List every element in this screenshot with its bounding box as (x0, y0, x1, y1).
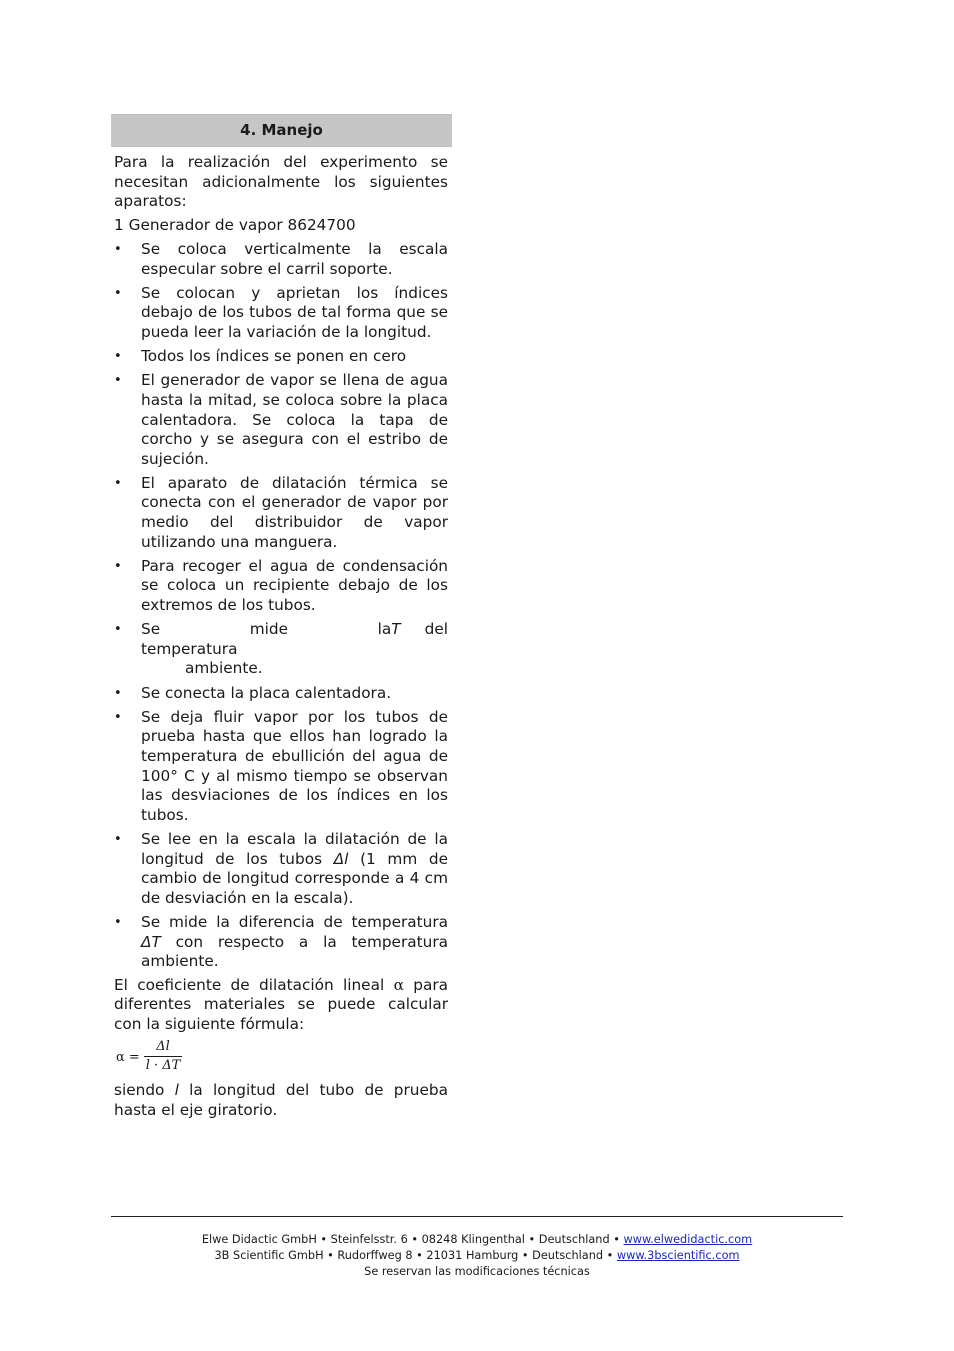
page-footer (111, 1232, 843, 1280)
step-text: Se lee en la escala la dilatación de la longitud de los tubos (141, 829, 448, 868)
list-item: • Para recoger el agua de condensación se coloca un recipiente debajo de los extremos de los tubos. (114, 557, 448, 616)
step-tail: con respecto a la temperatura ambiente. (141, 932, 448, 971)
content-column (111, 114, 452, 1121)
list-item: • Se deja fluir vapor por los tubos de prueba hasta que ellos han logrado la temperatura de ebullición del agua de 100° C y al mismo tiempo se observan las desviaciones de los índices en los tubos. (114, 708, 448, 826)
footer-line-3: Se reservan las modificaciones técnicas (364, 1265, 590, 1278)
footer-line-2 (111, 1248, 843, 1264)
list-item: • Se colocan y aprietan los índices debajo de los tubos de tal forma que se pueda leer la variación de la longitud. (114, 284, 448, 343)
section-body (111, 153, 452, 1121)
list-item: • Todos los índices se ponen en cero (114, 347, 448, 367)
formula-lhs: α = (116, 1050, 140, 1066)
fraction-bar (144, 1056, 182, 1057)
elwedidactic-link[interactable]: www.elwedidactic.com (623, 1233, 753, 1246)
list-item: • Se conecta la placa calentadora. (114, 684, 448, 704)
step-text: • Se mide la temperatura (141, 620, 392, 658)
footer-divider (111, 1216, 843, 1217)
coef-text: El coeficiente de dilatación lineal (114, 975, 385, 994)
step-text: Se mide la diferencia de temperatura (141, 912, 448, 931)
list-item: • Se coloca verticalmente la escala especular sobre el carril soporte. (114, 240, 448, 279)
footer-address-2: 3B Scientific GmbH • Rudorffweg 8 • 21031 Hamburg • Deutschland • (214, 1249, 614, 1262)
formula-denominator: l · ΔT (145, 1058, 181, 1074)
intro-paragraph: Para la realización del experimento se necesitan adicionalmente los siguientes aparatos: (114, 153, 448, 211)
formula-numerator: Δl (156, 1039, 170, 1055)
footer-address-1: Elwe Didactic GmbH • Steinfelsstr. 6 • 08248 Klingenthal • Deutschland • (201, 1233, 620, 1246)
list-item-temperature (114, 620, 448, 679)
3bscientific-link[interactable]: www.3bscientific.com (616, 1249, 740, 1262)
step-tail: (1 mm de cambio de longitud corresponde a 4 cm de desviación en la escala). (141, 849, 448, 907)
list-item: • El aparato de dilatación térmica se conecta con el generador de vapor por medio del distribuidor de vapor utilizando una manguera. (114, 474, 448, 552)
step-tail: del (424, 620, 448, 639)
variable-delta-l: Δl (333, 849, 349, 868)
coef-tail: para diferentes materiales se puede calcular con la siguiente fórmula: (114, 975, 448, 1033)
list-item: • El generador de vapor se llena de agua hasta la mitad, se coloca sobre la placa calentadora. Se coloca la tapa de corcho y se asegura con el estribo de sujeción. (114, 371, 448, 469)
step-continuation: ambiente. (185, 659, 263, 678)
variable-l: l (174, 1081, 179, 1100)
section-heading: 4. Manejo (111, 114, 452, 147)
variable-t: T (391, 620, 401, 639)
formula-fraction (144, 1039, 182, 1074)
list-item-delta-t (114, 913, 448, 972)
equipment-line: 1 Generador de vapor 8624700 (114, 215, 356, 234)
footer-line-1 (111, 1232, 843, 1248)
after-formula-paragraph (114, 1081, 448, 1120)
coefficient-paragraph (114, 976, 448, 1035)
after-pre: siendo (114, 1081, 165, 1100)
expansion-formula (114, 1039, 448, 1077)
variable-delta-t: ΔT (141, 932, 161, 951)
list-item-dilatation (114, 830, 448, 908)
alpha-symbol: α (393, 975, 404, 994)
steps-list (114, 240, 448, 972)
after-tail: la longitud del tubo de prueba hasta el eje giratorio. (114, 1081, 448, 1120)
